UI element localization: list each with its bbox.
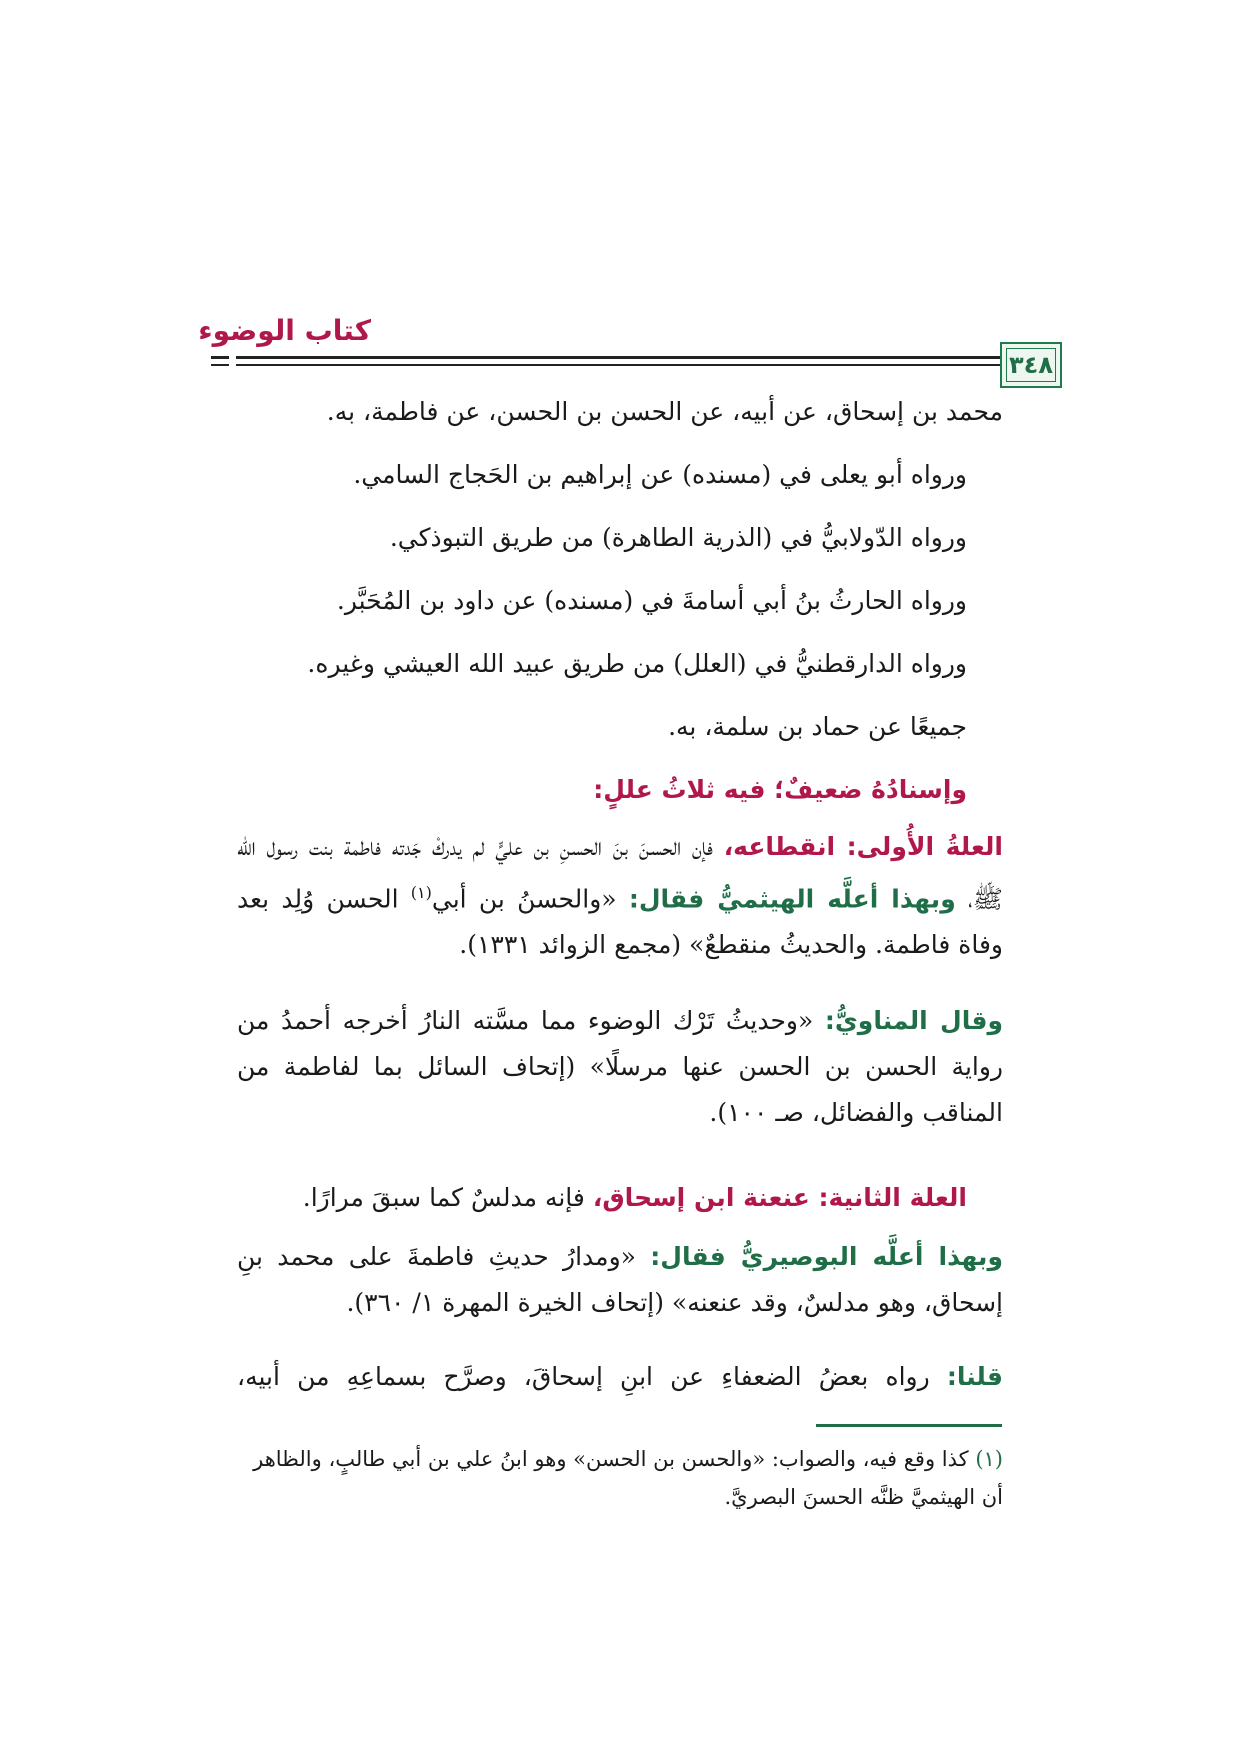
para-label: العلةُ الأُولى: انقطاعه، xyxy=(723,832,1004,861)
paragraph xyxy=(237,824,1003,968)
para-label: وقال المناويُّ: xyxy=(824,1006,1003,1035)
footnote-ref[interactable]: (١) xyxy=(410,883,432,902)
para-text: الحسن وُلِد بعد وفاة فاطمة. والحديثُ منقطعٌ» (مجمع الزوائد ١٣٣١). xyxy=(237,884,1003,960)
footnote-text: كذا وقع فيه، والصواب: «والحسن بن الحسن» وهو ابنُ علي بن أبي طالبٍ، والظاهر أن الهيثميَّ ظنَّه الحسنَ البصريَّ. xyxy=(253,1447,1003,1509)
text-line: محمد بن إسحاق، عن أبيه، عن الحسن بن الحسن، عن فاطمة، به. xyxy=(326,397,1003,426)
header-rule xyxy=(236,364,1004,366)
footnote-number: (١) xyxy=(975,1447,1003,1471)
paragraph xyxy=(303,1178,967,1218)
page-number-frame xyxy=(1000,342,1062,388)
text-line: جميعًا عن حماد بن سلمة، به. xyxy=(668,712,967,741)
footnote xyxy=(237,1440,1003,1516)
para-text: فإنه مدلسٌ كما سبقَ مرارًا. xyxy=(302,1183,593,1212)
section-heading: وإسنادُهُ ضعيفٌ؛ فيه ثلاثُ عللٍ: xyxy=(593,775,967,804)
para-text: «والحسنُ بن أبي xyxy=(431,884,629,914)
footnote-rule xyxy=(816,1424,1002,1427)
para-text: «ومدارُ حديثِ فاطمةَ على محمد بنِ إسحاق، وهو مدلسٌ، وقد عنعنه» (إتحاف الخيرة المهرة ١/ ٣٦٠). xyxy=(237,1242,1003,1317)
book-title: كتاب الوضوء xyxy=(198,314,371,347)
para-text: «وحديثُ تَرْك الوضوء مما مسَّته النارُ أخرجه أحمدُ من رواية الحسن بن الحسن عنها مرسلًا» (إتحاف السائل بما لفاطمة من المناقب والفضائل، صـ ١٠٠). xyxy=(237,1006,1003,1127)
text-line: ورواه الدّولابيُّ في (الذرية الطاهرة) من طريق التبوذكي. xyxy=(389,523,967,552)
para-text: رواه بعضُ الضعفاءِ عن ابنِ إسحاقَ، وصرَّح بسماعِهِ من أبيه، xyxy=(237,1362,947,1391)
header-rule xyxy=(236,356,1004,359)
para-text: فإن الحسنَ بنَ الحسنِ بن عليٍّ لم يدركْ جَدته فاطمة بنت رسول الله ﷺ، xyxy=(237,832,1004,914)
header-rule xyxy=(211,364,229,366)
header-rule xyxy=(211,356,229,359)
para-label: العلة الثانية: عنعنة ابن إسحاق، xyxy=(592,1183,967,1212)
para-label: قلنا: xyxy=(946,1362,1003,1391)
paragraph xyxy=(237,1234,1003,1326)
page-number: ٣٤٨ xyxy=(1009,351,1053,379)
text-line: ورواه أبو يعلى في (مسنده) عن إبراهيم بن الحَجاج السامي. xyxy=(353,460,967,489)
text-line: ورواه الدارقطنيُّ في (العلل) من طريق عبيد الله العيشي وغيره. xyxy=(307,649,967,678)
paragraph xyxy=(237,1354,1003,1400)
para-label: وبهذا أعلَّه البوصيريُّ فقال: xyxy=(650,1242,1003,1271)
paragraph xyxy=(237,998,1003,1136)
text-line: ورواه الحارثُ بنُ أبي أسامةَ في (مسنده) عن داود بن المُحَبَّر. xyxy=(336,586,967,615)
para-label: وبهذا أعلَّه الهيثميُّ فقال: xyxy=(628,884,956,914)
